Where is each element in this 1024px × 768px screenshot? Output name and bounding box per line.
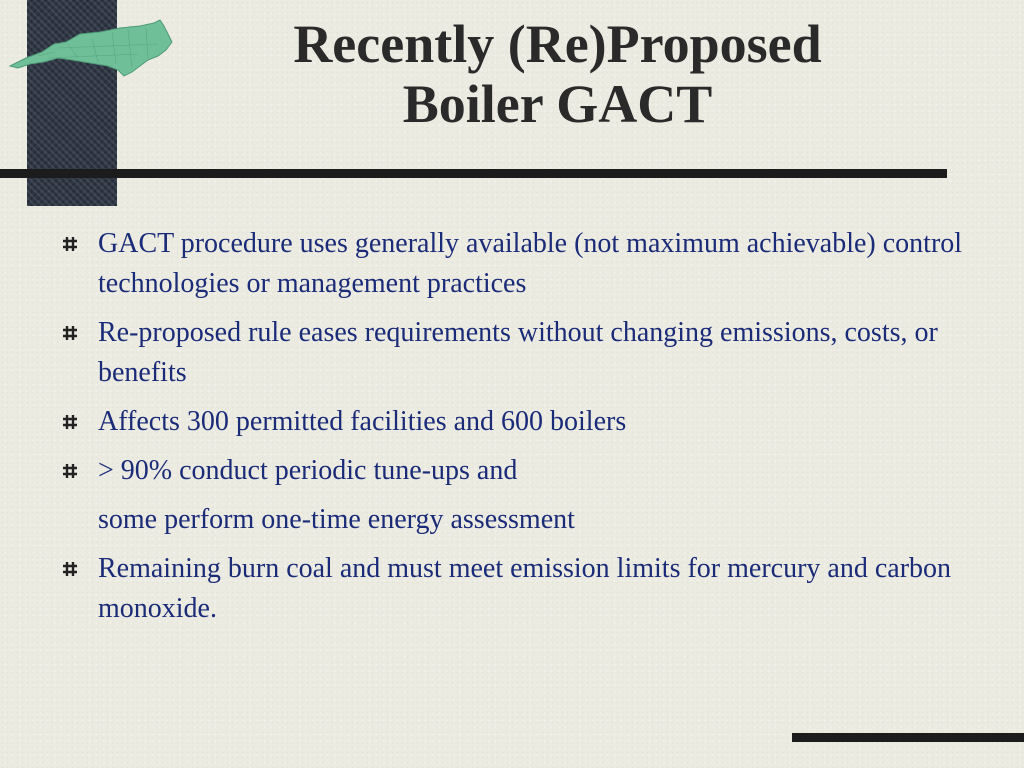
slide-title (190, 14, 925, 134)
hash-bullet-icon (62, 561, 78, 577)
bullet-item (60, 402, 980, 442)
title-divider (0, 169, 947, 178)
bullet-item (60, 224, 980, 304)
title-line-2: Boiler GACT (402, 74, 713, 134)
bullet-text: Remaining burn coal and must meet emission limits for mercury and carbon monoxide. (98, 553, 952, 624)
hash-bullet-icon (62, 463, 78, 479)
north-carolina-map-icon (8, 14, 174, 78)
footer-divider (792, 733, 1024, 742)
bullet-item (60, 313, 980, 393)
bullet-item (60, 549, 980, 629)
title-line-1: Recently (Re)Proposed (293, 14, 822, 74)
bullet-item (60, 451, 980, 491)
hash-bullet-icon (62, 325, 78, 341)
bullet-list (60, 224, 980, 638)
bullet-text: > 90% conduct periodic tune-ups and (98, 455, 518, 486)
bullet-text: GACT procedure uses generally available (not maximum achievable) control technologies or management practices (98, 228, 963, 299)
hash-bullet-icon (62, 236, 78, 252)
bullet-continuation (60, 500, 980, 540)
bullet-text: Re-proposed rule eases requirements without changing emissions, costs, or benefits (98, 317, 938, 388)
bullet-text: Affects 300 permitted facilities and 600 boilers (98, 406, 627, 437)
bullet-text: some perform one-time energy assessment (98, 504, 575, 535)
hash-bullet-icon (62, 414, 78, 430)
